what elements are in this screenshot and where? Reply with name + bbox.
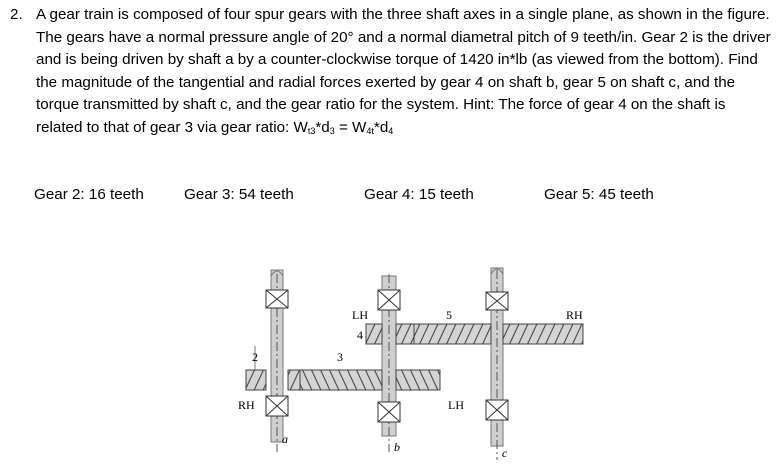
label-gear-4: 4 [357,328,363,342]
label-rh-top: RH [566,308,583,322]
label-lh-bottom: LH [448,398,464,412]
gear2-teeth: Gear 2: 16 teeth [34,186,144,203]
label-gear-2: 2 [252,350,258,364]
gear5-teeth: Gear 5: 45 teeth [544,186,654,203]
eq-sub-t3: t3 [307,125,316,136]
bearing-b-bottom [378,402,400,422]
label-shaft-a: a [282,432,288,446]
bearing-c-bottom [486,400,508,420]
gear3-teeth: Gear 3: 54 teeth [184,186,294,203]
eq-mid-1: *d [315,118,330,136]
label-rh-bottom: RH [238,398,255,412]
eq-sub-3: 3 [329,125,335,136]
problem-body: A gear train is composed of four spur gears with the three shaft axes in a single plane, as shown in the figure. The gears have a normal pressure angle of 20° and a normal diametral pitch of 9 teeth/in. Gear 2 is the driver and is being driven by shaft a by a counter-clockwise torque of 1420 in*lb (as viewed from the bottom). Find the magnitude of the tangential and radial forces exerted by gear 4 on shaft b, gear 5 on shaft c, and the torque transmitted by shaft c, and the gear ratio for the system. Hint: The force of gear 4 on the shaft is related to that of gear 3 via gear ratio: W [36,6,771,136]
label-shaft-b: b [394,440,400,454]
bearing-c-top [486,292,508,310]
bearing-a-top [266,290,288,308]
label-gear-5: 5 [446,308,452,322]
label-gear-3: 3 [337,350,343,364]
label-lh-top: LH [352,308,368,322]
label-shaft-c: c [502,446,508,460]
problem-number: 2. [10,6,23,23]
eq-mid-3: *d [373,118,389,136]
eq-sub-4: 4 [388,125,394,136]
gear-3 [300,370,440,390]
eq-mid-2: = W [334,118,367,136]
bearing-a-bottom [266,396,288,416]
gear4-teeth: Gear 4: 15 teeth [364,186,474,203]
bearing-b-top [378,290,400,310]
eq-sub-4t: 4t [366,125,374,136]
